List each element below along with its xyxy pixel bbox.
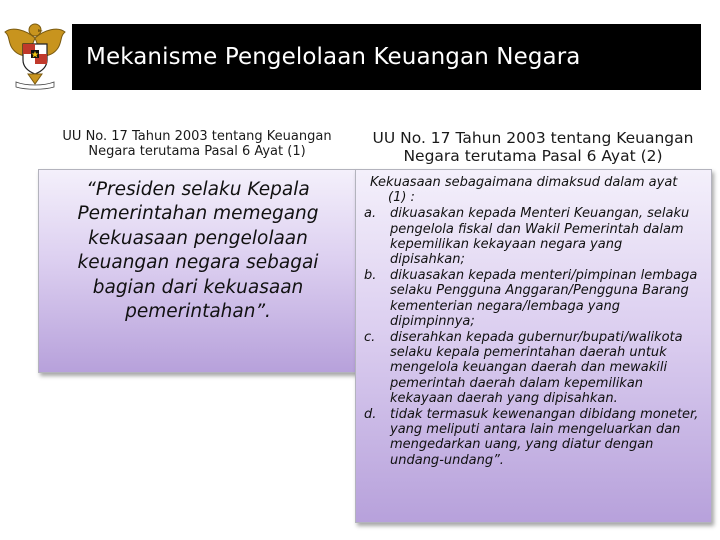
list-marker: b. bbox=[364, 268, 377, 284]
list-marker: d. bbox=[364, 407, 377, 423]
left-content-box bbox=[38, 169, 358, 373]
president-quote: “Presiden selaku Kepala Pemerintahan memegang kekuasaan pengelolaan keuangan negara sebagai bagian dari kekuasaan pemerintahan”. bbox=[77, 179, 319, 323]
list-marker: c. bbox=[364, 330, 376, 346]
list-item bbox=[364, 268, 699, 329]
list-marker: a. bbox=[364, 206, 377, 222]
list-item bbox=[364, 407, 699, 468]
title-bar bbox=[72, 24, 701, 90]
list-item-text: tidak termasuk kewenangan dibidang moneter, yang meliputi antara lain mengeluarkan dan mengedarkan uang, yang diatur dengan undang-undang”. bbox=[390, 407, 699, 468]
list-item bbox=[364, 330, 699, 406]
list-item-text: diserahkan kepada gubernur/bupati/walikota selaku kepala pemerintahan daerah untuk mengelola keuangan daerah dan mewakili pemerintah daerah dalam kepemilikan kekayaan daerah yang dipisahkan. bbox=[390, 330, 683, 406]
garuda-emblem-logo bbox=[2, 18, 68, 90]
authority-list bbox=[364, 206, 699, 467]
list-item-text: dikuasakan kepada Menteri Keuangan, selaku pengelola fiskal dan Wakil Pemerintah dalam kepemilikan kekayaan negara yang dipisahkan; bbox=[390, 206, 690, 268]
right-content-box bbox=[355, 169, 712, 523]
right-intro: Kekuasaan sebagaimana dimaksud dalam ayat (1) : bbox=[370, 175, 678, 206]
page-title: Mekanisme Pengelolaan Keuangan Negara bbox=[86, 44, 581, 70]
left-heading: UU No. 17 Tahun 2003 tentang Keuangan Negara terutama Pasal 6 Ayat (1) bbox=[62, 129, 332, 159]
list-item bbox=[364, 206, 699, 267]
right-content bbox=[364, 175, 699, 469]
right-heading: UU No. 17 Tahun 2003 tentang Keuangan Negara terutama Pasal 6 Ayat (2) bbox=[372, 129, 694, 165]
list-item-text: dikuasakan kepada menteri/pimpinan lembaga selaku Pengguna Anggaran/Pengguna Barang kementerian negara/lembaga yang dipimpinnya; bbox=[390, 268, 698, 329]
